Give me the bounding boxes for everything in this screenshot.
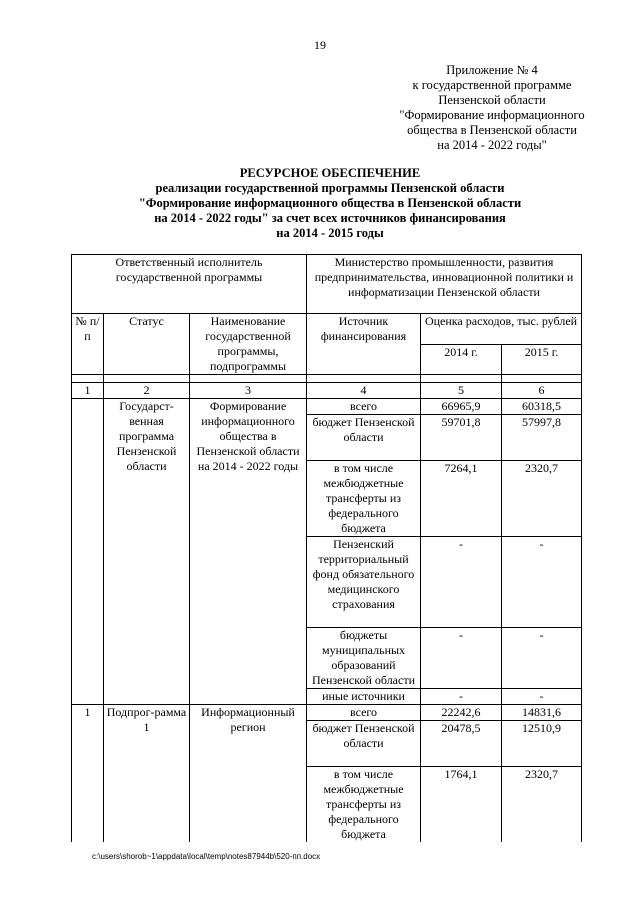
header-num: № п/п [72,314,104,375]
source-cell: Пензенский территориальный фонд обязательного медицинского страхования [307,537,421,628]
appendix-line: Приложение № 4 [446,63,538,77]
responsible-label: Ответственный исполнитель государственной программы [72,255,307,314]
responsible-row [72,255,582,314]
title-line: на 2014 - 2022 годы" за счет всех источников финансирования [154,211,506,225]
value-2015: - [502,537,582,628]
appendix-line: Пензенской области [438,93,546,107]
value-2015: 14831,6 [502,705,582,721]
value-2014: 66965,9 [421,399,502,415]
source-cell: иные источники [307,689,421,705]
value-2015: - [502,689,582,705]
source-cell: бюджеты муниципальных образований Пензенской области [307,628,421,689]
value-2015: 57997,8 [502,415,582,461]
column-number: 1 [72,383,104,399]
subprogram-status: Подпрог-рамма 1 [104,705,190,843]
value-2015: - [502,628,582,689]
appendix-line: общества в Пензенской области [407,123,577,137]
spacer-row [72,375,582,383]
value-2014: 7264,1 [421,461,502,537]
subprogram-name: Информационный регион [190,705,307,843]
value-2014: 20478,5 [421,721,502,767]
table-row [72,399,582,415]
column-number: 2 [104,383,190,399]
header-name: Наименование государственной программы, подпрограммы [190,314,307,375]
responsible-value: Министерство промышленности, развития предпринимательства, инновационной политики и информатизации Пензенской области [307,255,582,314]
table-row [72,705,582,721]
source-cell: бюджет Пензенской области [307,721,421,767]
value-2015: 12510,9 [502,721,582,767]
value-2015: 60318,5 [502,399,582,415]
value-2014: - [421,537,502,628]
appendix-line: на 2014 - 2022 годы" [437,138,547,152]
source-cell: в том числе межбюджетные трансферты из федерального бюджета [307,767,421,843]
header-source: Источник финансирования [307,314,421,375]
program-name: Формирование информационного общества в Пензенской области на 2014 - 2022 годы [190,399,307,705]
source-cell: бюджет Пензенской области [307,415,421,461]
column-number: 3 [190,383,307,399]
resource-table [71,254,582,842]
appendix-line: к государственной программе [412,78,572,92]
source-cell: всего [307,399,421,415]
appendix-header [380,63,604,153]
header-row [72,314,582,345]
value-2014: 59701,8 [421,415,502,461]
header-year-2014: 2014 г. [421,344,502,375]
header-estimate: Оценка расходов, тыс. рублей [421,314,582,345]
file-path-footer: c:\users\shorob~1\appdata\local\temp\notes87944b\520-пп.docx [92,852,321,861]
column-number: 6 [502,383,582,399]
column-number: 4 [307,383,421,399]
value-2014: 1764,1 [421,767,502,843]
title-line: "Формирование информационного общества в Пензенской области [138,196,522,210]
page-number: 19 [314,38,326,52]
column-numbers-row [72,383,582,399]
value-2014: - [421,628,502,689]
subprogram-num: 1 [72,705,104,843]
program-num [72,399,104,705]
header-year-2015: 2015 г. [502,344,582,375]
value-2014: 22242,6 [421,705,502,721]
value-2015: 2320,7 [502,767,582,843]
title-line: реализации государственной программы Пензенской области [155,181,505,195]
value-2015: 2320,7 [502,461,582,537]
appendix-line: "Формирование информационного [399,108,585,122]
value-2014: - [421,689,502,705]
source-cell: всего [307,705,421,721]
title-line: на 2014 - 2015 годы [276,226,384,240]
header-status: Статус [104,314,190,375]
column-number: 5 [421,383,502,399]
source-cell: в том числе межбюджетные трансферты из федерального бюджета [307,461,421,537]
title-line: РЕСУРСНОЕ ОБЕСПЕЧЕНИЕ [239,166,421,180]
program-status: Государст-венная программа Пензенской области [104,399,190,705]
document-title [80,166,580,241]
